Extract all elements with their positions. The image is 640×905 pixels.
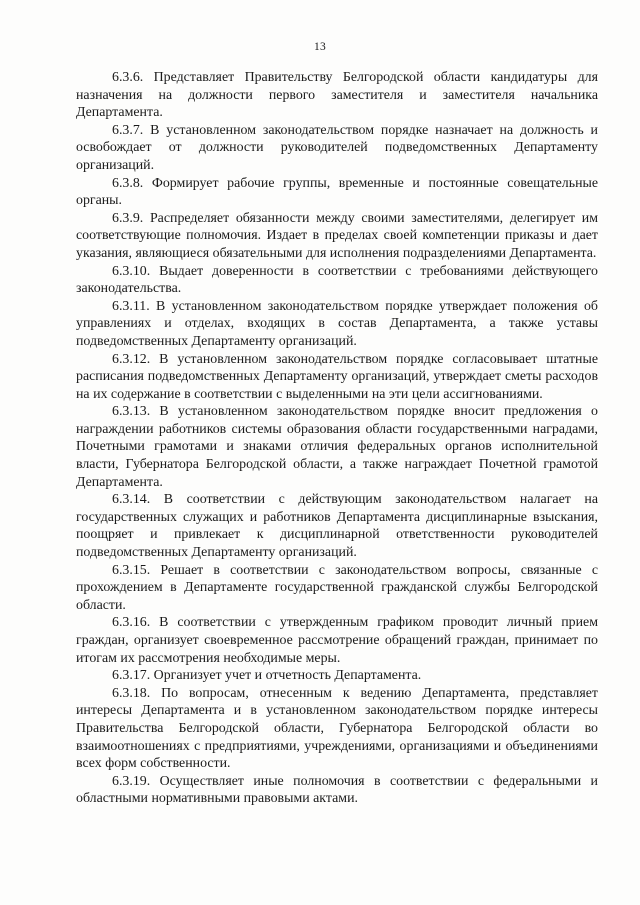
paragraph-6-3-12: 6.3.12. В установленном законодательством порядке согласовывает штатные расписания подведомственных Департаменту организаций, утверждает сметы расходов на их содержание в соответствии с выделенными на эти цели ассигнованиями. xyxy=(76,351,598,402)
paragraph-6-3-11: 6.3.11. В установленном законодательством порядке утверждает положения об управлениях и отделах, входящих в состав Департамента, а также уставы подведомственных Департаменту организаций. xyxy=(76,298,598,349)
paragraph-6-3-8: 6.3.8. Формирует рабочие группы, временные и постоянные совещательные органы. xyxy=(76,175,598,209)
paragraph-6-3-19: 6.3.19. Осуществляет иные полномочия в соответствии с федеральными и областными нормативными правовыми актами. xyxy=(76,773,598,807)
paragraph-6-3-16: 6.3.16. В соответствии с утвержденным графиком проводит личный прием граждан, организует своевременное рассмотрение обращений граждан, принимает по итогам их рассмотрения необходимые меры. xyxy=(76,615,598,666)
paragraph-6-3-9: 6.3.9. Распределяет обязанности между своими заместителями, делегирует им соответствующие полномочия. Издает в пределах своей компетенции приказы и дает указания, являющиеся обязательными для исполнения подразделениями Департамента. xyxy=(76,210,598,261)
paragraph-6-3-15: 6.3.15. Решает в соответствии с законодательством вопросы, связанные с прохождением в Департаменте государственной гражданской службы Белгородской области. xyxy=(76,562,598,613)
paragraph-6-3-7: 6.3.7. В установленном законодательством порядке назначает на должность и освобождает от должности руководителей подведомственных Департаменту организаций. xyxy=(76,122,598,173)
paragraph-6-3-17: 6.3.17. Организует учет и отчетность Департамента. xyxy=(112,668,422,684)
paragraph-6-3-14: 6.3.14. В соответствии с действующим законодательством налагает на государственных служащих и работников Департамента дисциплинарные взыскания, поощряет и привлекает к дисциплинарной ответственности руководителей подведомственных Департаменту организаций. xyxy=(76,492,598,561)
document-body xyxy=(76,69,598,808)
page-number: 13 xyxy=(313,41,327,53)
paragraph-6-3-6: 6.3.6. Представляет Правительству Белгородской области кандидатуры для назначения на должности первого заместителя и заместителя начальника Департамента. xyxy=(76,70,598,121)
paragraph-6-3-13: 6.3.13. В установленном законодательством порядке вносит предложения о награждении работников системы образования области государственными наградами, Почетными грамотами и знаками отличия федеральных органов исполнительной власти, Губернатора Белгородской области, а также награждает Почетной грамотой Департамента. xyxy=(76,404,598,490)
paragraph-6-3-18: 6.3.18. По вопросам, отнесенным к ведению Департамента, представляет интересы Департамента и в установленном законодательством порядке интересы Правительства Белгородской области, Губернатора Белгородской области во взаимоотношениях с предприятиями, учреждениями, организациями и объединениями всех форм собственности. xyxy=(76,685,598,772)
paragraph-6-3-10: 6.3.10. Выдает доверенности в соответствии с требованиями действующего законодательства. xyxy=(76,263,598,297)
